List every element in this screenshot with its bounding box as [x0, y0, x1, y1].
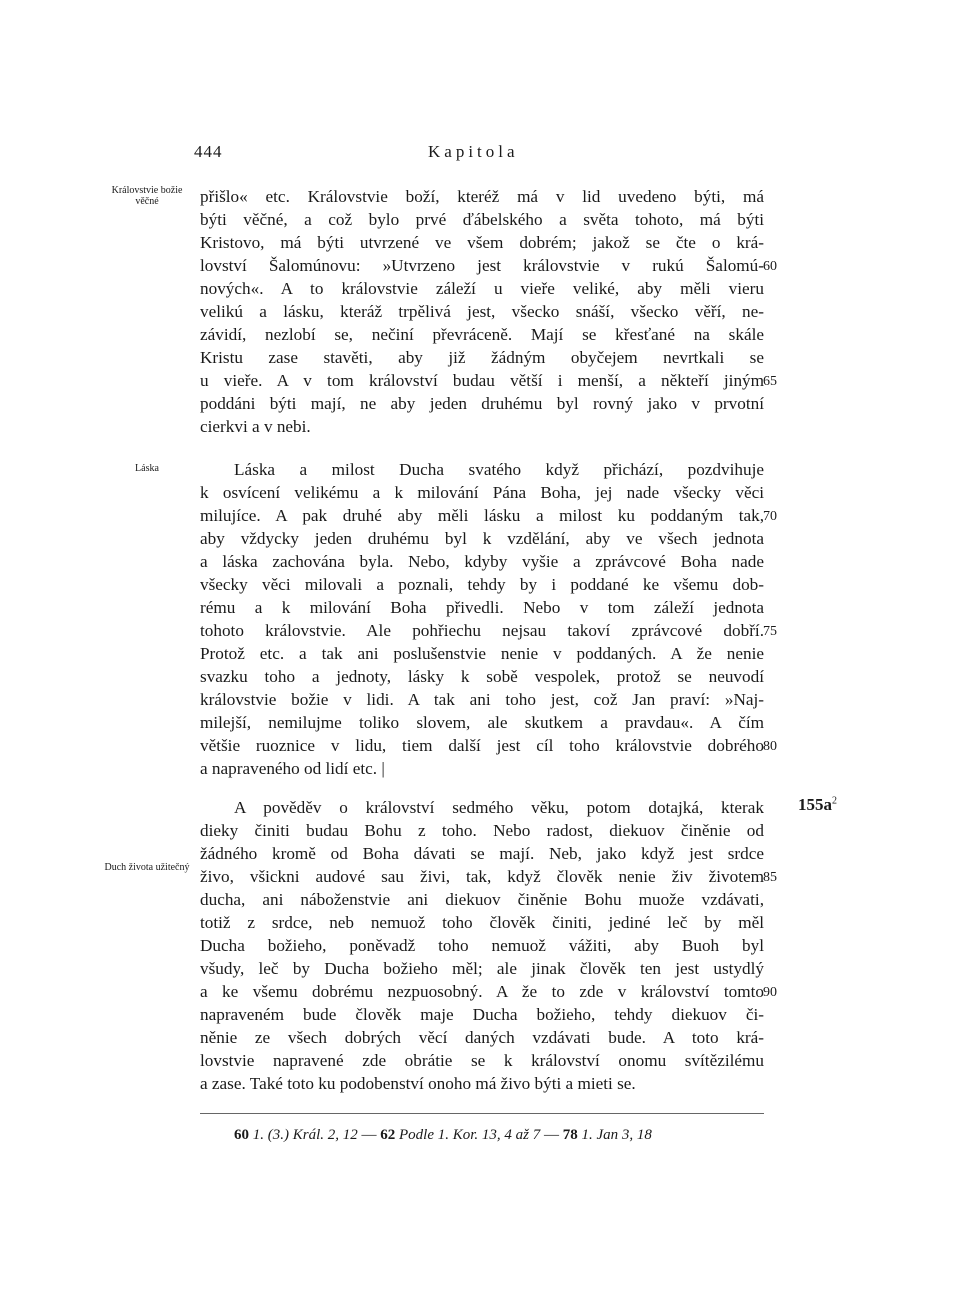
text-line: napraveném bude člověk maje Ducha božieho, tehdy diekuov či-: [200, 1005, 764, 1024]
text-line: dieky činiti budau Bohu z toho. Nebo radost, diekuov činěnie od: [200, 821, 764, 840]
footnote: [234, 1124, 652, 1146]
text-line: velikú a lásku, kteráž trpělivá jest, všecko snáší, všecko věří, ne-: [200, 302, 764, 321]
text-line: většie ruoznice v lidu, tiem další jest cíl toho královstvie dobrého: [200, 736, 764, 755]
text-line: svazku toho a jednoty, lásky k sobě vespolek, protož se neuvodí: [200, 667, 764, 686]
footnote-ref-text: 1. (3.) Král. 2, 12: [252, 1127, 358, 1143]
text-line: býti věčné, a což bylo prvé ďábelského a světa tohoto, má býti: [200, 210, 764, 229]
footnote-separator: [200, 1113, 764, 1114]
text-line: rému a k milování Boha přivedli. Nebo v tom záleží jednota: [200, 598, 764, 617]
footnote-separator-dash: —: [544, 1127, 560, 1143]
text-line: a ke všemu dobrému nezpuosobný. A že to zde v království tomto: [200, 982, 764, 1001]
text-line: a napraveného od lidí etc. |: [200, 759, 385, 778]
margin-note-kingdom: Královstvie božie věčné: [111, 185, 183, 207]
text-line: Kristu zase stavěti, aby již žádným obyčejem nevrtkali se: [200, 348, 764, 367]
margin-note-love: Láska: [135, 463, 159, 474]
footnote-ref-number: 62: [380, 1127, 396, 1143]
margin-note-spirit: Duch života užitečný: [104, 862, 190, 873]
line-number: 90: [763, 985, 777, 1000]
line-number: 65: [763, 374, 777, 389]
folio-marker: [798, 795, 837, 815]
line-number: 80: [763, 739, 777, 754]
folio-superscript: 2: [832, 795, 837, 807]
text-line: přišlo« etc. Královstvie boží, kteréž má v lid uvedeno býti, má: [200, 187, 764, 206]
text-line: a láska zachována byla. Nebo, kdyby vyšie a zprávcové Boha nade: [200, 552, 764, 571]
text-line: Kristovo, má býti utvrzené ve všem dobrém; jakož se čte o krá-: [200, 233, 764, 252]
footnote-ref-text: Podle 1. Kor. 13, 4 až 7: [399, 1127, 541, 1143]
text-line: aby vždycky jeden druhému byl k vzdělání, aby ve všech jednota: [200, 529, 764, 548]
text-line: ducha, ani náboženstvie ani diekuov činěnie Bohu muože vzdávati,: [200, 890, 764, 909]
text-line: královstvie božie v lidi. A tak ani toho jest, což Jan praví: »Naj-: [200, 690, 764, 709]
text-line: všudy, leč by Ducha božieho měl; ale jinak člověk ten jest ustydlý: [200, 959, 764, 978]
footnote-ref-number: 78: [562, 1127, 578, 1143]
running-title: Kapitola: [428, 142, 519, 161]
page-number: 444: [194, 142, 223, 161]
text-line: totiž z srdce, neb nemuož toho člověk činiti, jediné leč by měl: [200, 913, 764, 932]
line-number: 60: [763, 259, 777, 274]
footnote-separator-dash: —: [361, 1127, 377, 1143]
text-line: něnie ze všech dobrých věcí daných vzdávati bude. A toto krá-: [200, 1028, 764, 1047]
text-line: žádného kromě od Boha dávati se mají. Neb, jako když jest srdce: [200, 844, 764, 863]
line-number: 85: [763, 870, 777, 885]
text-line: Protož etc. a tak ani poslušenstvie nenie v poddaných. A že nenie: [200, 644, 764, 663]
text-line: u vieře. A v tom království budau větší i menší, a někteří jiným: [200, 371, 764, 390]
text-line: Ducha božieho, poněvadž toho nemuož vážiti, aby Buoh byl: [200, 936, 764, 955]
text-line: cierkvi a v nebi.: [200, 417, 311, 436]
text-line: milejší, nemilujme toliko slovem, ale skutkem a pravdau«. A čím: [200, 713, 764, 732]
text-line: poddáni býti mají, ne aby jeden druhému byl rovný jako v prvotní: [200, 394, 764, 413]
text-line: lovstvie napravené zde obrátie se k království onomu svítězilému: [200, 1051, 764, 1070]
text-line: tohoto královstvie. Ale pohřiechu nejsau takoví zprávcové dobří.: [200, 621, 764, 640]
footnote-ref-text: 1. Jan 3, 18: [581, 1127, 652, 1143]
text-line: živo, všickni audové sau živi, tak, když člověk nenie živ životem: [200, 867, 764, 886]
folio-main: 155a: [798, 795, 832, 814]
footnote-ref-number: 60: [234, 1127, 249, 1143]
text-line: a zase. Také toto ku podobenství onoho má živo býti a mieti se.: [200, 1074, 636, 1093]
text-line: všecky věci milovali a poznali, tehdy by i poddané ke všemu dob-: [200, 575, 764, 594]
line-number: 70: [763, 509, 777, 524]
paragraph-start-line: Láska a milost Ducha svatého když přichází, pozdvihuje: [234, 460, 764, 479]
text-line: lovství Šalomúnovu: »Utvrzeno jest královstvie v rukú Šalomú-: [200, 256, 764, 275]
text-line: k osvícení velikému a k milování Pána Boha, jej nade všecky věci: [200, 483, 764, 502]
paragraph-start-line: A pověděv o království sedmého věku, potom dotajká, kterak: [234, 798, 764, 817]
text-line: milujíce. A pak druhé aby měli lásku a milost ku poddaným tak,: [200, 506, 764, 525]
text-line: závidí, nezlobí se, nečiní převráceně. Mají se křesťané na skále: [200, 325, 764, 344]
text-line: nových«. A to královstvie záleží u vieře veliké, aby měli vieru: [200, 279, 764, 298]
line-number: 75: [763, 624, 777, 639]
